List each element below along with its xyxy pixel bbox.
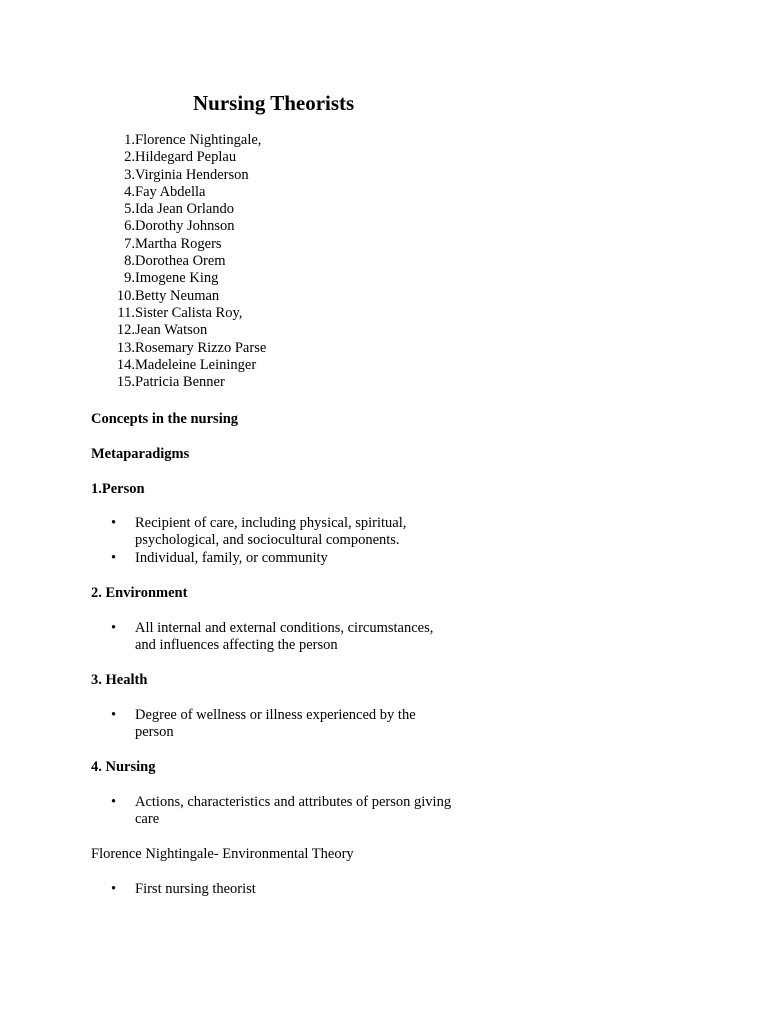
- bullet-text-line: First nursing theorist: [135, 881, 256, 897]
- list-number: 11.: [117, 304, 135, 321]
- list-number: 8.: [124, 253, 135, 270]
- person-bullets: [111, 515, 406, 567]
- list-number: 7.: [124, 235, 135, 252]
- section-heading-nursing: 4. Nursing: [91, 759, 156, 775]
- list-item: [91, 287, 220, 305]
- list-number: 9.: [124, 270, 135, 287]
- theorist-name: Virginia Henderson: [135, 166, 249, 183]
- bullet-icon: •: [111, 620, 117, 636]
- bullet-icon: •: [111, 549, 117, 566]
- list-number: 6.: [124, 218, 135, 235]
- bullet-text-line: Actions, characteristics and attributes of person giving: [135, 794, 452, 810]
- list-item: [111, 515, 406, 550]
- theorist-name: Imogene King: [135, 270, 219, 287]
- list-number: 1.: [124, 132, 135, 148]
- nightingale-heading: Florence Nightingale- Environmental Theory: [91, 846, 354, 862]
- list-number: 4.: [124, 183, 135, 200]
- nightingale-bullets: [111, 881, 256, 898]
- theorist-name: Betty Neuman: [135, 287, 220, 304]
- list-item: [91, 270, 219, 287]
- list-item: [111, 881, 256, 898]
- page-title: Nursing Theorists: [193, 91, 355, 115]
- bullet-icon: •: [111, 881, 117, 897]
- section-heading-person: 1.Person: [91, 481, 145, 497]
- list-number: 14.: [116, 356, 135, 373]
- theorists-list: [91, 132, 267, 391]
- list-item: [91, 132, 262, 149]
- theorist-name: Ida Jean Orlando: [135, 201, 235, 218]
- list-item: [91, 218, 235, 235]
- bullet-text-line: care: [135, 811, 160, 828]
- theorist-name: Martha Rogers: [135, 235, 222, 252]
- list-item: [91, 166, 249, 184]
- list-item: [91, 322, 208, 339]
- theorist-name: Hildegard Peplau: [135, 149, 237, 166]
- theorist-name: Florence Nightingale,: [135, 132, 262, 148]
- bullet-text-line: Degree of wellness or illness experienced by the: [135, 707, 416, 723]
- theorist-name: Dorothy Johnson: [135, 218, 235, 235]
- list-item: [91, 374, 225, 391]
- list-item: [91, 183, 206, 201]
- theorist-name: Sister Calista Roy,: [135, 304, 243, 321]
- metaparadigms-heading: Metaparadigms: [91, 446, 190, 462]
- list-item: [91, 356, 257, 374]
- theorist-name: Madeleine Leininger: [135, 356, 257, 373]
- bullet-text-line: Individual, family, or community: [135, 549, 328, 566]
- list-item: [111, 707, 416, 742]
- list-number: 12.: [116, 322, 135, 339]
- list-number: 13.: [116, 339, 135, 356]
- environment-bullets: [111, 620, 433, 655]
- section-heading-environment: 2. Environment: [91, 585, 188, 601]
- list-item: [91, 339, 267, 357]
- bullet-text-line: Recipient of care, including physical, spiritual,: [135, 515, 407, 531]
- section-heading-health: 3. Health: [91, 672, 148, 688]
- theorist-name: Fay Abdella: [135, 183, 206, 200]
- list-item: [111, 550, 406, 567]
- bullet-text-line: All internal and external conditions, circumstances,: [135, 620, 434, 636]
- list-item: [111, 794, 451, 829]
- theorist-name: Rosemary Rizzo Parse: [135, 339, 267, 356]
- list-item: [91, 253, 226, 270]
- list-number: 2.: [124, 149, 135, 166]
- bullet-icon: •: [111, 515, 117, 531]
- list-number: 10.: [116, 287, 135, 304]
- list-item: [91, 235, 222, 253]
- bullet-icon: •: [111, 707, 117, 723]
- bullet-icon: •: [111, 794, 117, 810]
- bullet-text-line: and influences affecting the person: [135, 637, 338, 654]
- list-item: [91, 149, 237, 166]
- list-number: 5.: [124, 201, 135, 218]
- theorist-name: Jean Watson: [135, 322, 208, 339]
- list-item: [111, 620, 433, 655]
- bullet-text-line: psychological, and sociocultural components.: [135, 532, 400, 549]
- bullet-text-line: person: [135, 724, 174, 741]
- concepts-heading: Concepts in the nursing: [91, 411, 239, 427]
- nursing-bullets: [111, 794, 451, 829]
- list-number: 3.: [124, 166, 135, 183]
- list-item: [91, 201, 235, 218]
- theorist-name: Patricia Benner: [135, 374, 225, 391]
- list-number: 15.: [116, 374, 135, 391]
- theorist-name: Dorothea Orem: [135, 253, 226, 270]
- list-item: [91, 304, 243, 322]
- health-bullets: [111, 707, 416, 742]
